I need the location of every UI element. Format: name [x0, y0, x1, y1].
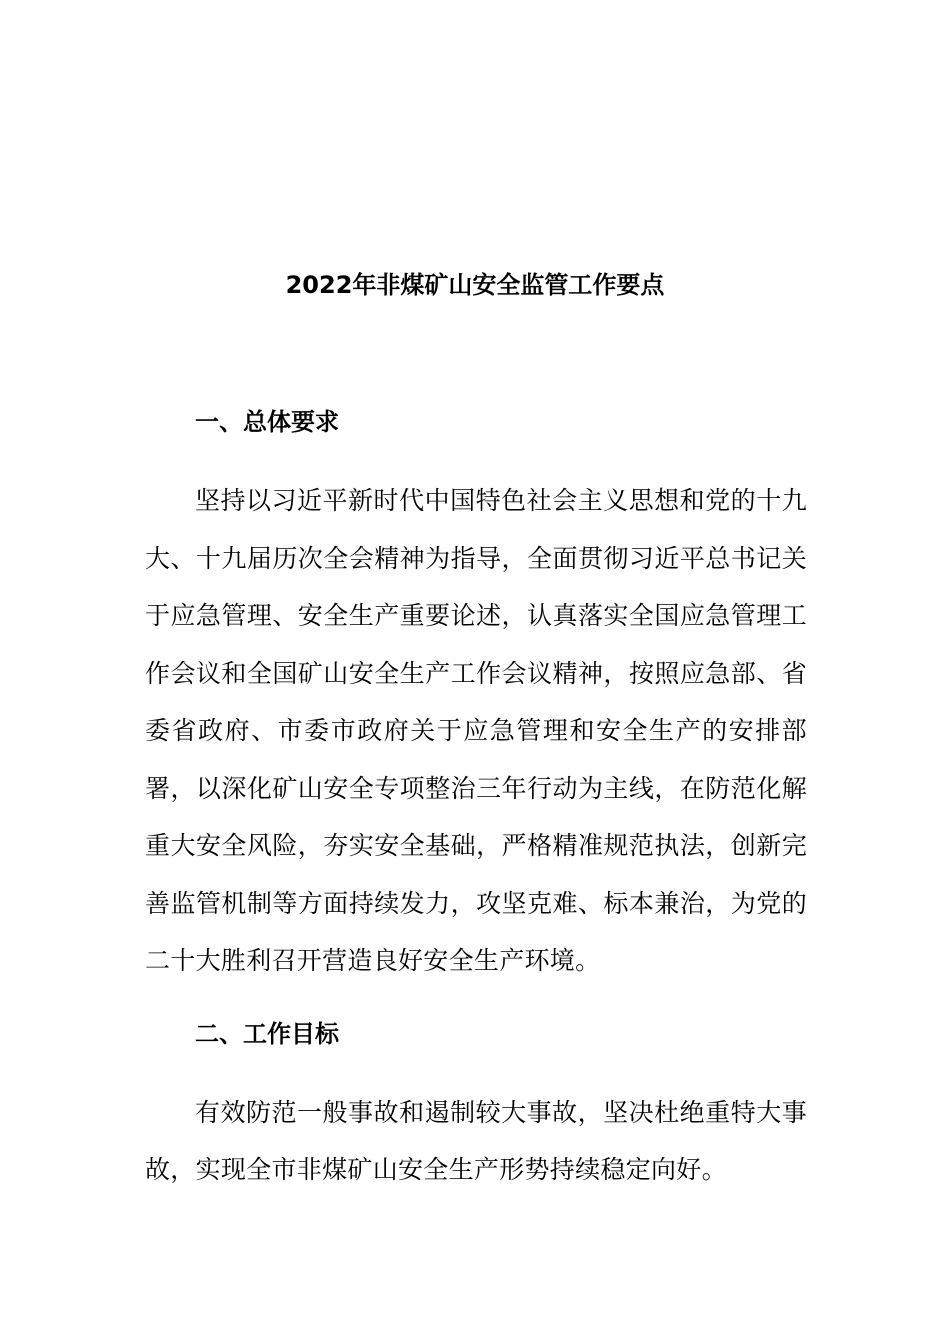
- section-paragraph-general-requirements: 坚持以习近平新时代中国特色社会主义思想和党的十九大、十九届历次全会精神为指导，全面贯彻习近平总书记关于应急管理、安全生产重要论述，认真落实全国应急管理工作会议和全国矿山安全生产工作会议精神，按照应急部、省委省政府、市委市政府关于应急管理和安全生产的安排部署，以深化矿山安全专项整治三年行动为主线，在防范化解重大安全风险，夯实安全基础，严格精准规范执法，创新完善监管机制等方面持续发力，攻坚克难、标本兼治，为党的二十大胜利召开营造良好安全生产环境。: [145, 486, 807, 975]
- section-heading-work-goals: 二、工作目标: [195, 1019, 339, 1048]
- section-heading-general-requirements: 一、总体要求: [195, 408, 339, 436]
- document-title: 2022年非煤矿山安全监管工作要点: [285, 271, 665, 299]
- document-body: [145, 402, 807, 1199]
- section-paragraph-work-goals: 有效防范一般事故和遏制较大事故，坚决杜绝重特大事故，实现全市非煤矿山安全生产形势持续稳定向好。: [145, 1097, 807, 1184]
